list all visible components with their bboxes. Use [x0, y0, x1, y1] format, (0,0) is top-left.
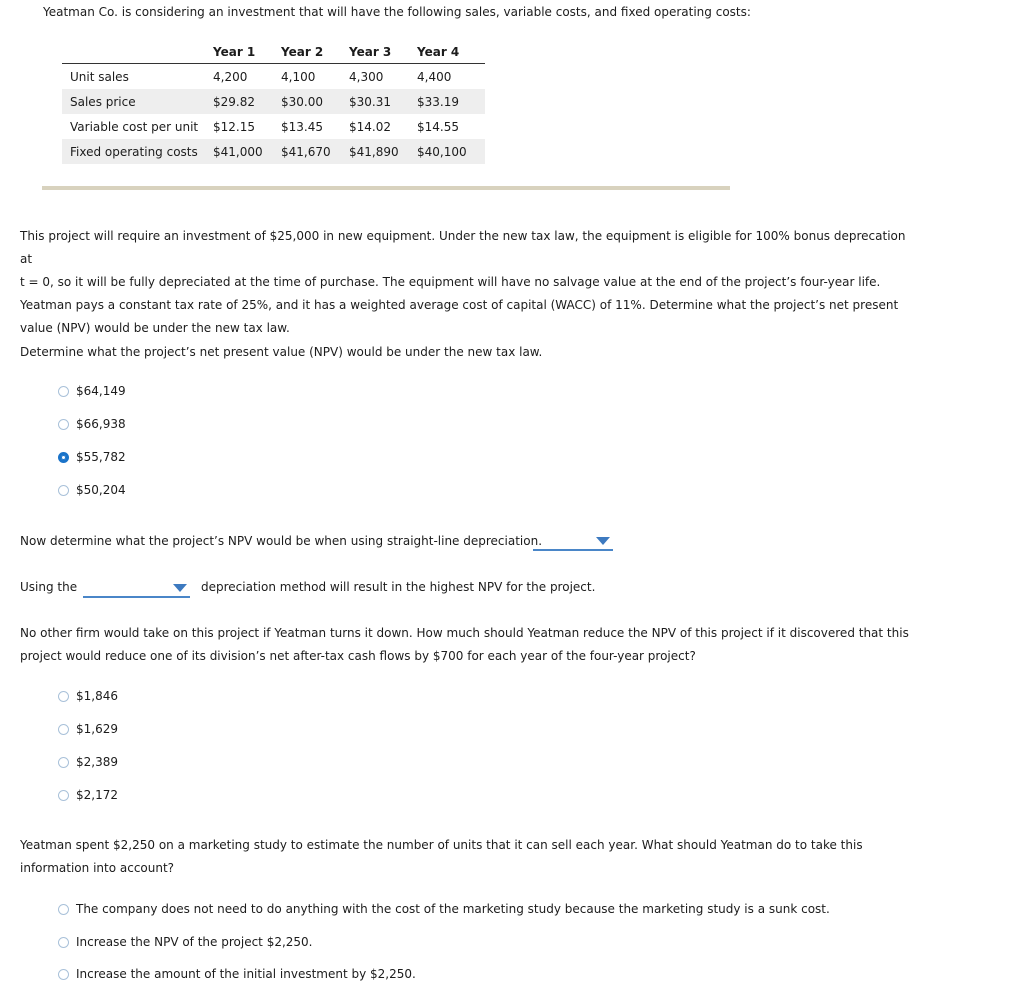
q4-option[interactable] [58, 754, 118, 770]
table-cell: 4,400 [417, 69, 452, 84]
radio-button[interactable] [58, 790, 69, 801]
radio-button[interactable] [58, 969, 69, 980]
option-label: $55,782 [76, 450, 126, 464]
table-header-year-4: Year 4 [417, 41, 485, 64]
cost-table [62, 41, 485, 164]
q1-option[interactable] [58, 482, 126, 498]
table-cell: 4,100 [281, 69, 316, 84]
table-cell: $30.00 [281, 89, 349, 114]
q1-option-selected[interactable] [58, 449, 126, 465]
dropdown-arrow-icon[interactable] [173, 584, 187, 592]
project-line: value (NPV) would be under the new tax law. [20, 321, 290, 335]
radio-button[interactable] [58, 485, 69, 496]
row-label: Fixed operating costs [62, 139, 213, 164]
row-label: Unit sales [70, 69, 129, 84]
table-cell: $41,670 [281, 139, 349, 164]
table-cell: $29.82 [213, 89, 281, 114]
option-label: $1,846 [76, 689, 118, 703]
table-cell: 4,300 [349, 69, 384, 84]
radio-button[interactable] [58, 419, 69, 430]
option-label: $64,149 [76, 384, 126, 398]
q5-option[interactable] [58, 934, 313, 950]
option-label: $66,938 [76, 417, 126, 431]
dropdown-arrow-icon[interactable] [596, 537, 610, 545]
row-label: Variable cost per unit [70, 119, 199, 134]
table-row [62, 64, 485, 90]
q5-option[interactable] [58, 901, 830, 917]
option-label: Increase the NPV of the project $2,250. [76, 935, 313, 949]
q5-option[interactable] [58, 966, 416, 982]
radio-button[interactable] [58, 904, 69, 915]
q1-prompt: Determine what the project’s net present value (NPV) would be under the new tax law. [20, 345, 543, 359]
table-row [62, 89, 485, 114]
radio-button[interactable] [58, 937, 69, 948]
option-label: Increase the amount of the initial investment by $2,250. [76, 967, 416, 981]
radio-button[interactable] [58, 724, 69, 735]
table-cell: $41,890 [349, 139, 417, 164]
project-line: t = 0, so it will be fully depreciated at the time of purchase. The equipment will have no salvage value at the end of the project’s four-year life. [20, 275, 881, 289]
table-row [62, 114, 485, 139]
q3-suffix: depreciation method will result in the highest NPV for the project. [201, 580, 596, 594]
table-cell: $30.31 [349, 89, 417, 114]
section-divider [42, 186, 730, 190]
table-cell: $14.02 [349, 119, 391, 134]
q4-option[interactable] [58, 721, 118, 737]
q5-line: information into account? [20, 861, 175, 875]
table-header-year-3: Year 3 [349, 41, 417, 64]
table-header-year-2: Year 2 [281, 41, 349, 64]
table-cell: $13.45 [281, 119, 323, 134]
table-header-blank [62, 41, 213, 64]
q4-prompt [20, 622, 910, 668]
row-label: Sales price [62, 89, 213, 114]
depreciation-method-dropdown[interactable] [83, 580, 190, 598]
straight-line-npv-dropdown[interactable] [533, 533, 613, 551]
q1-option[interactable] [58, 383, 126, 399]
intro-text: Yeatman Co. is considering an investment that will have the following sales, variable costs, and fixed operating costs: [43, 5, 751, 19]
q4-option[interactable] [58, 688, 118, 704]
table-row [62, 139, 485, 164]
option-label: The company does not need to do anything with the cost of the marketing study because the marketing study is a sunk cost. [76, 902, 830, 916]
table-header-year-1: Year 1 [213, 41, 281, 64]
table-cell: $40,100 [417, 139, 485, 164]
radio-button-selected[interactable] [58, 452, 69, 463]
option-label: $50,204 [76, 483, 126, 497]
q4-line: No other firm would take on this project if Yeatman turns it down. How much should Yeatman reduce the NPV of this project if it discovered that this [20, 626, 909, 640]
table-cell: 4,200 [213, 69, 248, 84]
radio-button[interactable] [58, 386, 69, 397]
q1-option[interactable] [58, 416, 126, 432]
q4-line: project would reduce one of its division’s net after-tax cash flows by $700 for each year of the four-year project? [20, 649, 696, 663]
table-cell: $33.19 [417, 89, 485, 114]
radio-button[interactable] [58, 691, 69, 702]
q4-option[interactable] [58, 787, 118, 803]
option-label: $2,172 [76, 788, 118, 802]
table-header-row [62, 41, 485, 64]
option-label: $1,629 [76, 722, 118, 736]
project-description [20, 225, 910, 340]
radio-button[interactable] [58, 757, 69, 768]
q3-prefix: Using the [20, 580, 78, 594]
table-cell: $12.15 [213, 119, 255, 134]
option-label: $2,389 [76, 755, 118, 769]
q5-line: Yeatman spent $2,250 on a marketing study to estimate the number of units that it can sell each year. What should Yeatman do to take this [20, 838, 863, 852]
q5-prompt [20, 834, 910, 880]
q2-prompt: Now determine what the project’s NPV would be when using straight-line depreciation. [20, 534, 543, 548]
table-cell: $14.55 [417, 119, 459, 134]
project-line: This project will require an investment of $25,000 in new equipment. Under the new tax law, the equipment is eligible for 100% bonus deprecation at [20, 229, 906, 266]
project-line: Yeatman pays a constant tax rate of 25%, and it has a weighted average cost of capital (WACC) of 11%. Determine what the project’s net present [20, 298, 899, 312]
table-cell: $41,000 [213, 139, 281, 164]
